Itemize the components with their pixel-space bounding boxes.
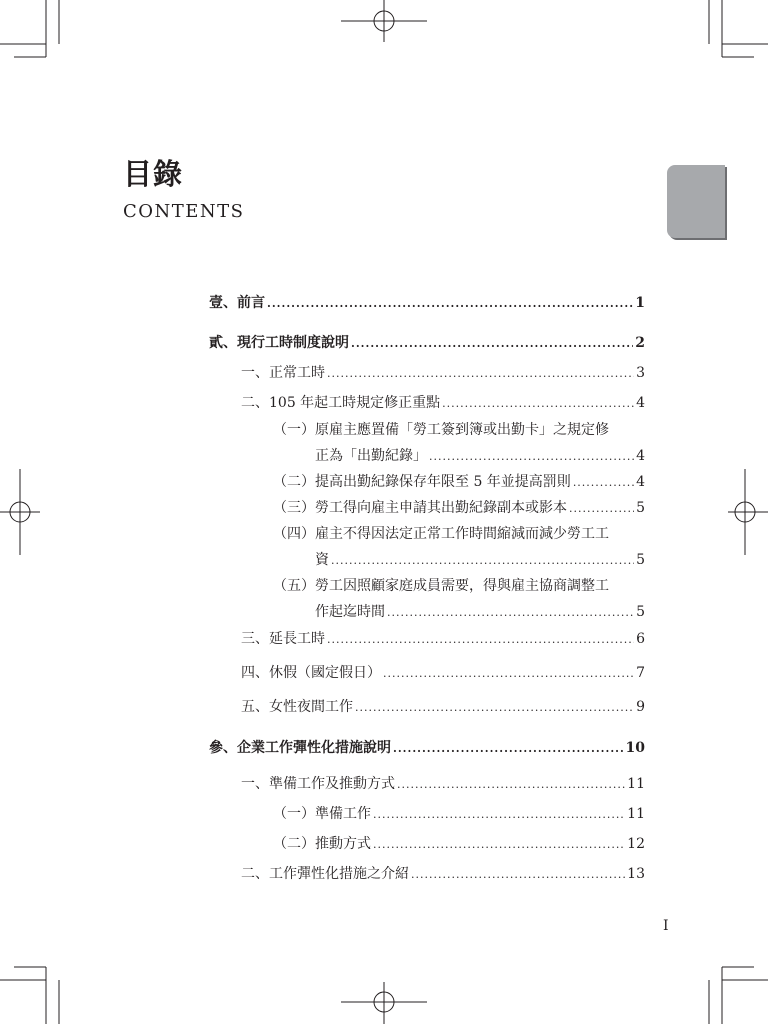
toc-label: （一）準備工作	[273, 806, 371, 822]
toc-page: 5	[636, 552, 645, 568]
toc-entry-preparation[interactable]	[241, 775, 645, 794]
toc-page: 7	[636, 665, 645, 681]
toc-page: 2	[635, 335, 645, 351]
toc-label[interactable]: （五）勞工因照顧家庭成員需要，得與雇主協商調整工	[273, 578, 609, 594]
toc-page: 4	[636, 474, 645, 490]
toc-entry-normal-hours[interactable]	[241, 364, 645, 383]
toc-entry-promotion[interactable]	[273, 835, 645, 854]
toc-entry-attendance-record[interactable]	[315, 447, 645, 466]
toc-entry-night-work[interactable]	[241, 698, 645, 717]
leader-dots	[351, 335, 633, 353]
toc-entry-flexibility-measures[interactable]	[209, 739, 645, 758]
toc-page: 1	[635, 295, 645, 311]
toc-page: 13	[627, 866, 645, 882]
toc-label: 二、工作彈性化措施之介紹	[241, 866, 409, 882]
leader-dots	[327, 631, 634, 649]
leader-dots	[429, 448, 634, 466]
leader-dots	[331, 552, 634, 570]
page-number: I	[663, 918, 669, 934]
toc-label: 三、延長工時	[241, 631, 325, 647]
leader-dots	[397, 776, 625, 794]
toc-label: 壹、前言	[209, 295, 265, 311]
leader-dots	[442, 395, 634, 413]
toc-page: 4	[636, 395, 645, 411]
leader-dots	[383, 665, 634, 683]
toc-label[interactable]: （四）雇主不得因法定正常工作時間縮減而減少勞工工	[273, 526, 609, 542]
toc-page: 11	[627, 776, 645, 792]
leader-dots	[393, 740, 624, 758]
toc-page: 4	[636, 448, 645, 464]
contents-title-chinese: 目錄	[123, 157, 184, 191]
toc-label-continued: 作起迄時間	[315, 604, 385, 620]
toc-page: 3	[636, 365, 645, 381]
toc-page: 10	[625, 740, 645, 756]
toc-entry-measures-intro[interactable]	[241, 865, 645, 884]
toc-label: 一、正常工時	[241, 365, 325, 381]
leader-dots	[373, 806, 625, 824]
toc-page: 11	[627, 806, 645, 822]
toc-page: 9	[636, 699, 645, 715]
toc-label: 四、休假（國定假日）	[241, 665, 381, 681]
toc-entry-wage-reduction[interactable]	[315, 551, 645, 570]
leader-dots	[573, 474, 634, 492]
toc-entry-preface[interactable]	[209, 294, 645, 313]
toc-page: 5	[636, 604, 645, 620]
leader-dots	[355, 699, 634, 717]
leader-dots	[373, 836, 625, 854]
toc-page: 5	[636, 500, 645, 516]
leader-dots	[267, 295, 633, 313]
toc-label: （二）提高出勤紀錄保存年限至 5 年並提高罰則	[273, 474, 571, 490]
toc-entry-flexible-hours[interactable]	[315, 603, 645, 622]
toc-entry-retention-period[interactable]	[273, 473, 645, 492]
toc-entry-preparation-work[interactable]	[273, 805, 645, 824]
toc-label[interactable]: （一）原雇主應置備「勞工簽到簿或出勤卡」之規定修	[273, 422, 609, 438]
toc-label: 一、準備工作及推動方式	[241, 776, 395, 792]
toc-entry-overtime[interactable]	[241, 630, 645, 649]
toc-page: 6	[636, 631, 645, 647]
toc-label: 貳、現行工時制度說明	[209, 335, 349, 351]
toc-label-continued: 資	[315, 552, 329, 568]
leader-dots	[411, 866, 625, 884]
toc-label: 參、企業工作彈性化措施說明	[209, 740, 391, 756]
toc-page: 12	[627, 836, 645, 852]
toc-label: （三）勞工得向雇主申請其出勤紀錄副本或影本	[273, 500, 567, 516]
toc-label: 五、女性夜間工作	[241, 699, 353, 715]
contents-title-english: CONTENTS	[123, 201, 245, 222]
leader-dots	[387, 604, 634, 622]
leader-dots	[569, 500, 634, 518]
toc-label-continued: 正為「出勤紀錄」	[315, 448, 427, 464]
toc-entry-holidays[interactable]	[241, 664, 645, 683]
leader-dots	[327, 365, 634, 383]
toc-label: 二、105 年起工時規定修正重點	[241, 395, 441, 411]
toc-entry-current-system[interactable]	[209, 334, 645, 353]
toc-label: （二）推動方式	[273, 836, 371, 852]
toc-entry-record-copy[interactable]	[273, 499, 645, 518]
toc-entry-amendments[interactable]	[241, 394, 645, 413]
